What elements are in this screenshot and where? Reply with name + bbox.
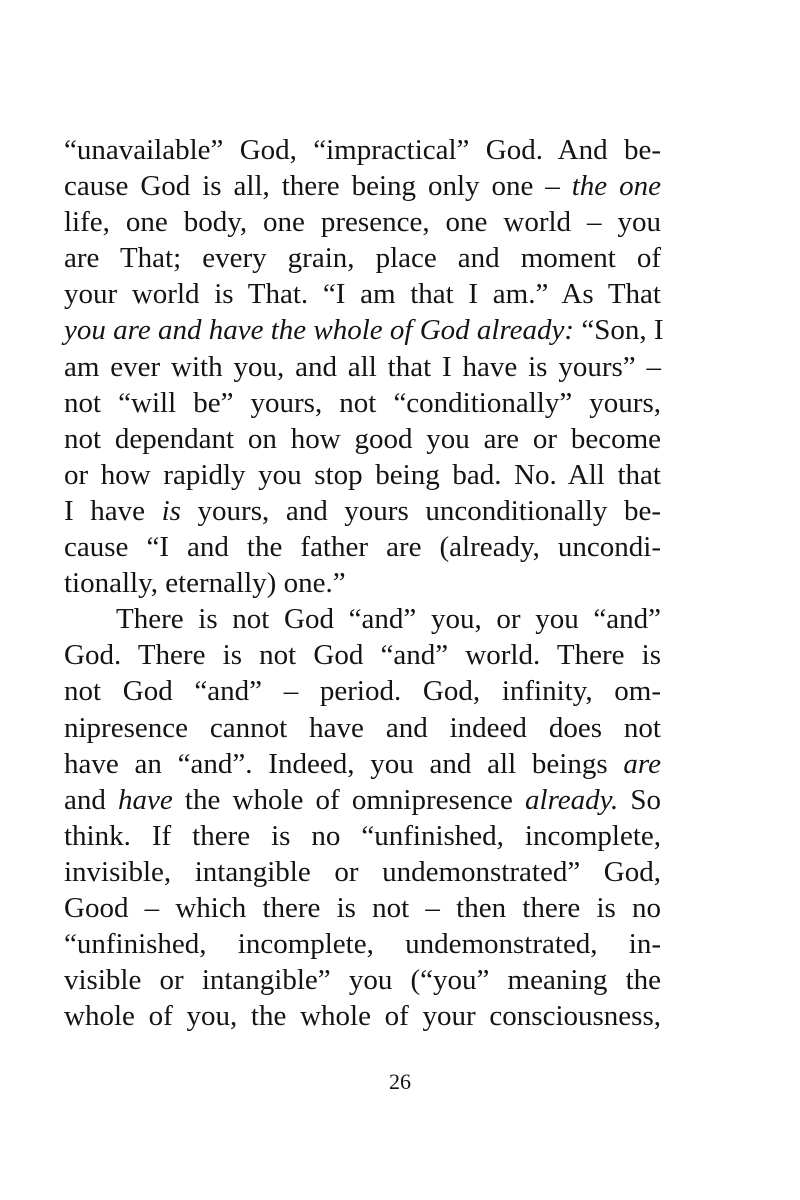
text-run: “Son, I: [574, 314, 664, 347]
text-line: [64, 673, 661, 709]
text-line: [64, 421, 661, 457]
text-line: [64, 601, 661, 637]
text-run: not “will be” yours, not “conditionally” yours,: [64, 386, 661, 419]
text-run: invisible, intangible or undemonstrated” God,: [64, 855, 661, 888]
paragraph-1: [64, 132, 664, 601]
text-line: [64, 312, 664, 348]
text-run: and: [64, 783, 119, 816]
text-run: God. There is not God “and” world. There is: [64, 639, 661, 672]
text-line: [64, 132, 661, 168]
paragraph-2: [64, 601, 661, 1034]
text-run: or how rapidly you stop being bad. No. All that: [64, 458, 661, 491]
italic-run: are: [623, 747, 661, 780]
text-run: am ever with you, and all that I have is yours” –: [64, 350, 661, 383]
text-run: tionally, eternally) one.”: [64, 567, 346, 600]
text-line: [64, 349, 661, 385]
text-line: [64, 637, 661, 673]
text-run: yours, and yours unconditionally be-: [180, 494, 661, 527]
text-run: life, one body, one presence, one world – you: [64, 206, 661, 239]
text-run: not God “and” – period. God, infinity, om-: [64, 675, 661, 708]
text-line: [64, 204, 661, 240]
text-run: whole of you, the whole of your consciousness,: [64, 1000, 661, 1033]
text-run: cause “I and the father are (already, uncondi-: [64, 531, 661, 564]
italic-run: is: [161, 494, 181, 527]
text-line: [64, 890, 661, 926]
text-run: not dependant on how good you are or become: [64, 422, 661, 455]
text-line: [64, 457, 661, 493]
text-line: [64, 276, 661, 312]
text-run: your world is That. “I am that I am.” As That: [64, 278, 661, 311]
text-run: Good – which there is not – then there is no: [64, 891, 661, 924]
text-run: “unavailable” God, “impractical” God. And be-: [64, 134, 661, 166]
text-line: [64, 782, 661, 818]
text-run: have an “and”. Indeed, you and all beings: [64, 747, 624, 780]
text-run: think. If there is no “unfinished, incomplete,: [64, 819, 661, 852]
text-line: [64, 385, 661, 421]
page-number: 26: [389, 1069, 411, 1094]
text-run: are That; every grain, place and moment of: [64, 242, 661, 275]
text-line: [64, 565, 661, 601]
text-line: [64, 998, 661, 1034]
text-run: There is not God “and” you, or you “and”: [116, 603, 661, 636]
text-run: the whole of omnipresence: [172, 783, 526, 816]
text-line: [64, 168, 661, 204]
italic-run: you are and have the whole of God already:: [64, 314, 575, 347]
text-line: [64, 710, 661, 746]
text-line: [64, 854, 661, 890]
italic-run: have: [118, 783, 173, 816]
text-run: “unfinished, incomplete, undemonstrated, in-: [64, 928, 661, 961]
text-line: [64, 926, 661, 962]
text-run: So: [618, 783, 661, 816]
text-line: [64, 962, 661, 998]
text-line: [64, 818, 661, 854]
text-run: cause God is all, there being only one –: [64, 170, 572, 203]
text-line: [64, 240, 661, 276]
italic-run: the one: [571, 170, 661, 203]
text-line: [64, 529, 661, 565]
text-line: [64, 493, 661, 529]
text-run: visible or intangible” you (“you” meaning the: [64, 964, 661, 997]
text-run: I have: [64, 494, 162, 527]
page-text: [64, 132, 664, 1034]
italic-run: already.: [525, 783, 619, 816]
text-line: [64, 746, 661, 782]
text-run: nipresence cannot have and indeed does not: [64, 711, 661, 744]
